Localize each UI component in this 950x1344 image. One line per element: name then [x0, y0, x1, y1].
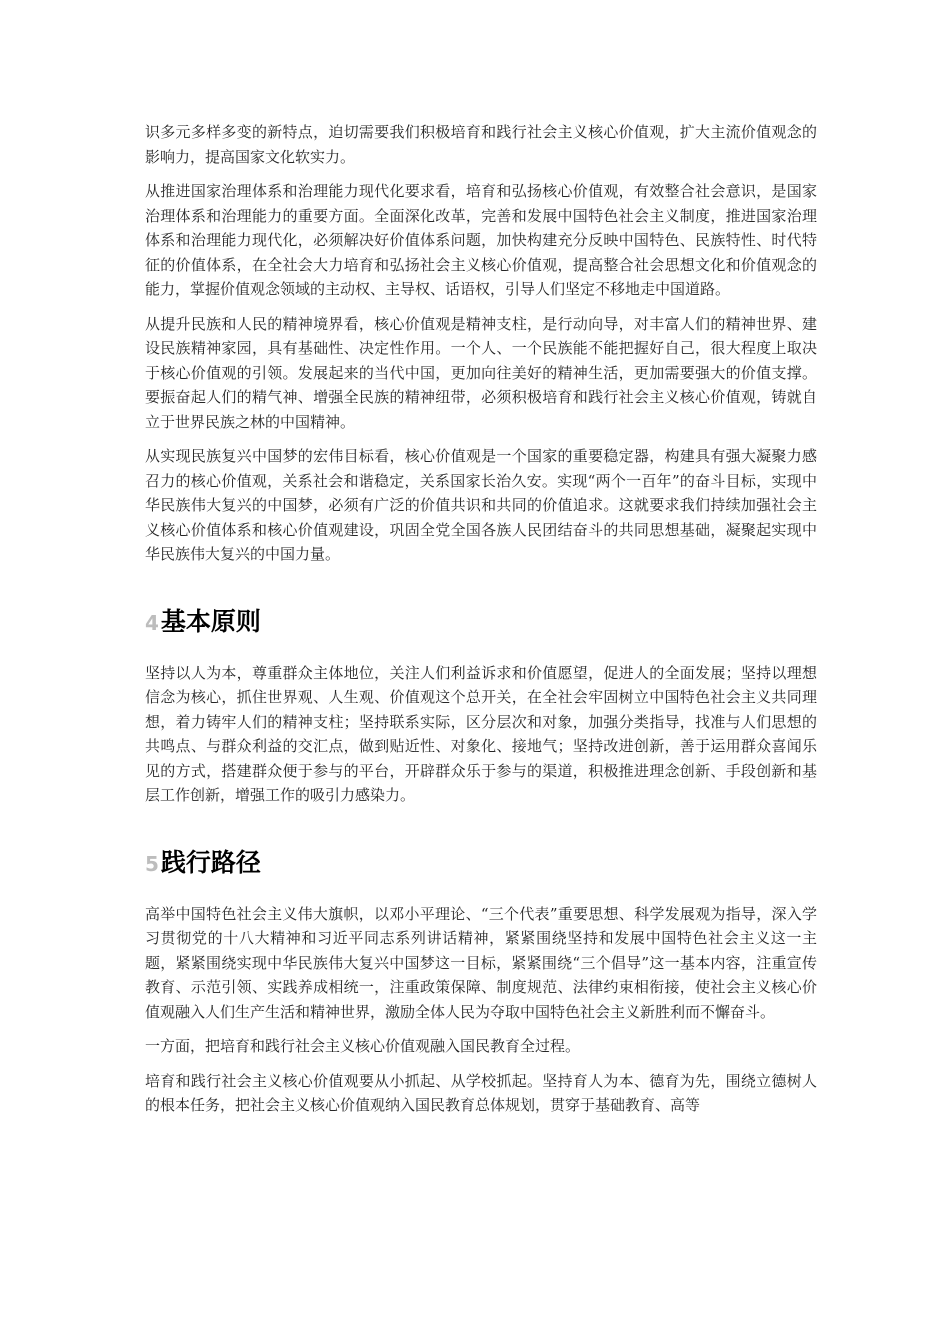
document-page — [145, 120, 817, 1128]
section5-paragraph-3: 培育和践行社会主义核心价值观要从小抓起、从学校抓起。坚持育人为本、德育为先，围绕立德树人的根本任务，把社会主义核心价值观纳入国民教育总体规划，贯穿于基础教育、高等 — [145, 1071, 817, 1114]
section-heading-basic-principles — [145, 607, 817, 638]
section4-paragraph-1: 坚持以人为本，尊重群众主体地位，关注人们利益诉求和价值愿望，促进人的全面发展；坚持以理想信念为核心，抓住世界观、人生观、价值观这个总开关，在全社会牢固树立中国特色社会主义共同理想，着力铸牢人们的精神支柱；坚持联系实际，区分层次和对象，加强分类指导，找准与人们思想的共鸣点、与群众利益的交汇点，做到贴近性、对象化、接地气；坚持改进创新，善于运用群众喜闻乐见的方式，搭建群众便于参与的平台，开辟群众乐于参与的渠道，积极推进理念创新、手段创新和基层工作创新，增强工作的吸引力感染力。 — [145, 663, 817, 804]
section-number: 4 — [145, 610, 159, 635]
section-title: 践行路径 — [160, 847, 261, 877]
intro-paragraph-2: 从推进国家治理体系和治理能力现代化要求看，培育和弘扬核心价值观，有效整合社会意识，是国家治理体系和治理能力的重要方面。全面深化改革，完善和发展中国特色社会主义制度，推进国家治理体系和治理能力现代化，必须解决好价值体系问题，加快构建充分反映中国特色、民族特性、时代特征的价值体系，在全社会大力培育和弘扬社会主义核心价值观，提高整合社会思想文化和价值观念的能力，掌握价值观念领域的主动权、主导权、话语权，引导人们坚定不移地走中国道路。 — [145, 182, 817, 298]
section-title: 基本原则 — [160, 606, 261, 636]
intro-paragraph-3: 从提升民族和人民的精神境界看，核心价值观是精神支柱，是行动向导，对丰富人们的精神世界、建设民族精神家园，具有基础性、决定性作用。一个人、一个民族能不能把握好自己，很大程度上取决于核心价值观的引领。发展起来的当代中国，更加向往美好的精神生活，更加需要强大的价值支撑。要振奋起人们的精气神、增强全民族的精神纽带，必须积极培育和践行社会主义核心价值观，铸就自立于世界民族之林的中国精神。 — [145, 314, 817, 431]
intro-paragraph-4: 从实现民族复兴中国梦的宏伟目标看，核心价值观是一个国家的重要稳定器，构建具有强大凝聚力感召力的核心价值观，关系社会和谐稳定，关系国家长治久安。实现“两个一百年”的奋斗目标，实现中华民族伟大复兴的中国梦，必须有广泛的价值共识和共同的价值追求。这就要求我们持续加强社会主义核心价值体系和核心价值观建设，巩固全党全国各族人民团结奋斗的共同思想基础，凝聚起实现中华民族伟大复兴的中国力量。 — [145, 447, 817, 563]
intro-paragraph-1: 识多元多样多变的新特点，迫切需要我们积极培育和践行社会主义核心价值观，扩大主流价值观念的影响力，提高国家文化软实力。 — [145, 123, 817, 166]
section-heading-practice-path — [145, 848, 817, 879]
section-number: 5 — [145, 851, 159, 876]
section5-paragraph-2: 一方面，把培育和践行社会主义核心价值观融入国民教育全过程。 — [145, 1037, 581, 1055]
section5-paragraph-1: 高举中国特色社会主义伟大旗帜，以邓小平理论、“三个代表”重要思想、科学发展观为指导，深入学习贯彻党的十八大精神和习近平同志系列讲话精神，紧紧围绕坚持和发展中国特色社会主义这一主题，紧紧围绕实现中华民族伟大复兴中国梦这一目标，紧紧围绕“三个倡导”这一基本内容，注重宣传教育、示范引领、实践养成相统一，注重政策保障、制度规范、法律约束相衔接，使社会主义核心价值观融入人们生产生活和精神世界，激励全体人民为夺取中国特色社会主义新胜利而不懈奋斗。 — [145, 904, 817, 1021]
